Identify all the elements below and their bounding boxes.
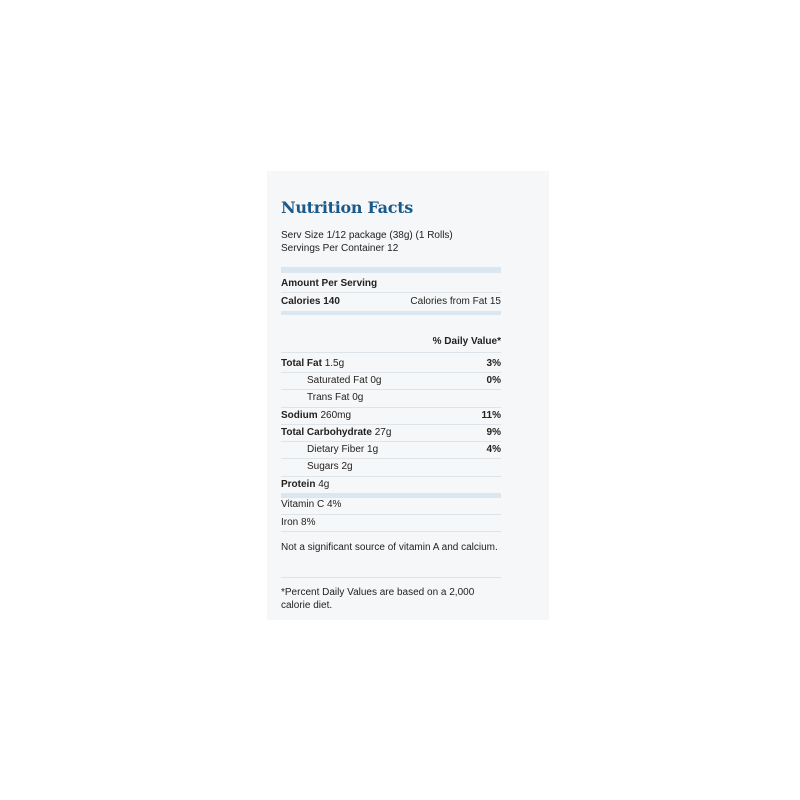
- saturated-fat-label: Saturated Fat 0g: [307, 375, 382, 386]
- sodium-dv: 11%: [481, 410, 501, 421]
- calories-from-fat: Calories from Fat 15: [410, 296, 501, 307]
- total-carb-amount: 27g: [374, 427, 392, 438]
- footnote-line-2: calorie diet.: [281, 600, 333, 611]
- total-carb-row: [281, 427, 391, 439]
- iron: Iron 8%: [281, 517, 316, 528]
- medium-divider: [281, 493, 501, 498]
- divider: [281, 292, 501, 293]
- dietary-fiber-dv: 4%: [486, 444, 501, 455]
- divider: [281, 352, 501, 353]
- total-fat-amount: 1.5g: [324, 358, 345, 369]
- sodium-row: [281, 410, 351, 422]
- total-carb-dv: 9%: [486, 427, 501, 438]
- thick-divider: [281, 267, 501, 273]
- vitamin-c: Vitamin C 4%: [281, 499, 342, 510]
- daily-value-header: % Daily Value*: [432, 336, 501, 347]
- protein-label: Protein: [281, 479, 316, 490]
- total-fat-row: [281, 358, 344, 370]
- divider: [281, 577, 501, 578]
- serving-size: Serv Size 1/12 package (38g) (1 Rolls): [281, 230, 453, 241]
- divider: [281, 407, 501, 408]
- sugars-label: Sugars 2g: [307, 461, 353, 472]
- saturated-fat-dv: 0%: [486, 375, 501, 386]
- amount-per-serving: Amount Per Serving: [281, 278, 378, 289]
- protein-amount: 4g: [318, 479, 330, 490]
- divider: [281, 424, 501, 425]
- divider: [281, 458, 501, 459]
- sodium-label: Sodium: [281, 410, 318, 421]
- protein-row: [281, 479, 329, 491]
- sodium-amount: 260mg: [320, 410, 352, 421]
- nutrition-facts-panel: [267, 171, 549, 620]
- medium-divider: [281, 311, 501, 315]
- dietary-fiber-label: Dietary Fiber 1g: [307, 444, 379, 455]
- total-carb-label: Total Carbohydrate: [281, 427, 372, 438]
- divider: [281, 389, 501, 390]
- servings-per-container: Servings Per Container 12: [281, 243, 399, 254]
- footnote-line-1: *Percent Daily Values are based on a 2,000: [281, 587, 475, 598]
- total-fat-dv: 3%: [486, 358, 501, 369]
- nutrition-title: Nutrition Facts: [281, 198, 413, 217]
- divider: [281, 372, 501, 373]
- divider: [281, 514, 501, 515]
- divider: [281, 441, 501, 442]
- divider: [281, 476, 501, 477]
- calories: Calories 140: [281, 296, 340, 307]
- total-fat-label: Total Fat: [281, 358, 322, 369]
- trans-fat-label: Trans Fat 0g: [307, 392, 364, 403]
- divider: [281, 531, 501, 532]
- not-significant-note: Not a significant source of vitamin A and calcium.: [281, 542, 498, 553]
